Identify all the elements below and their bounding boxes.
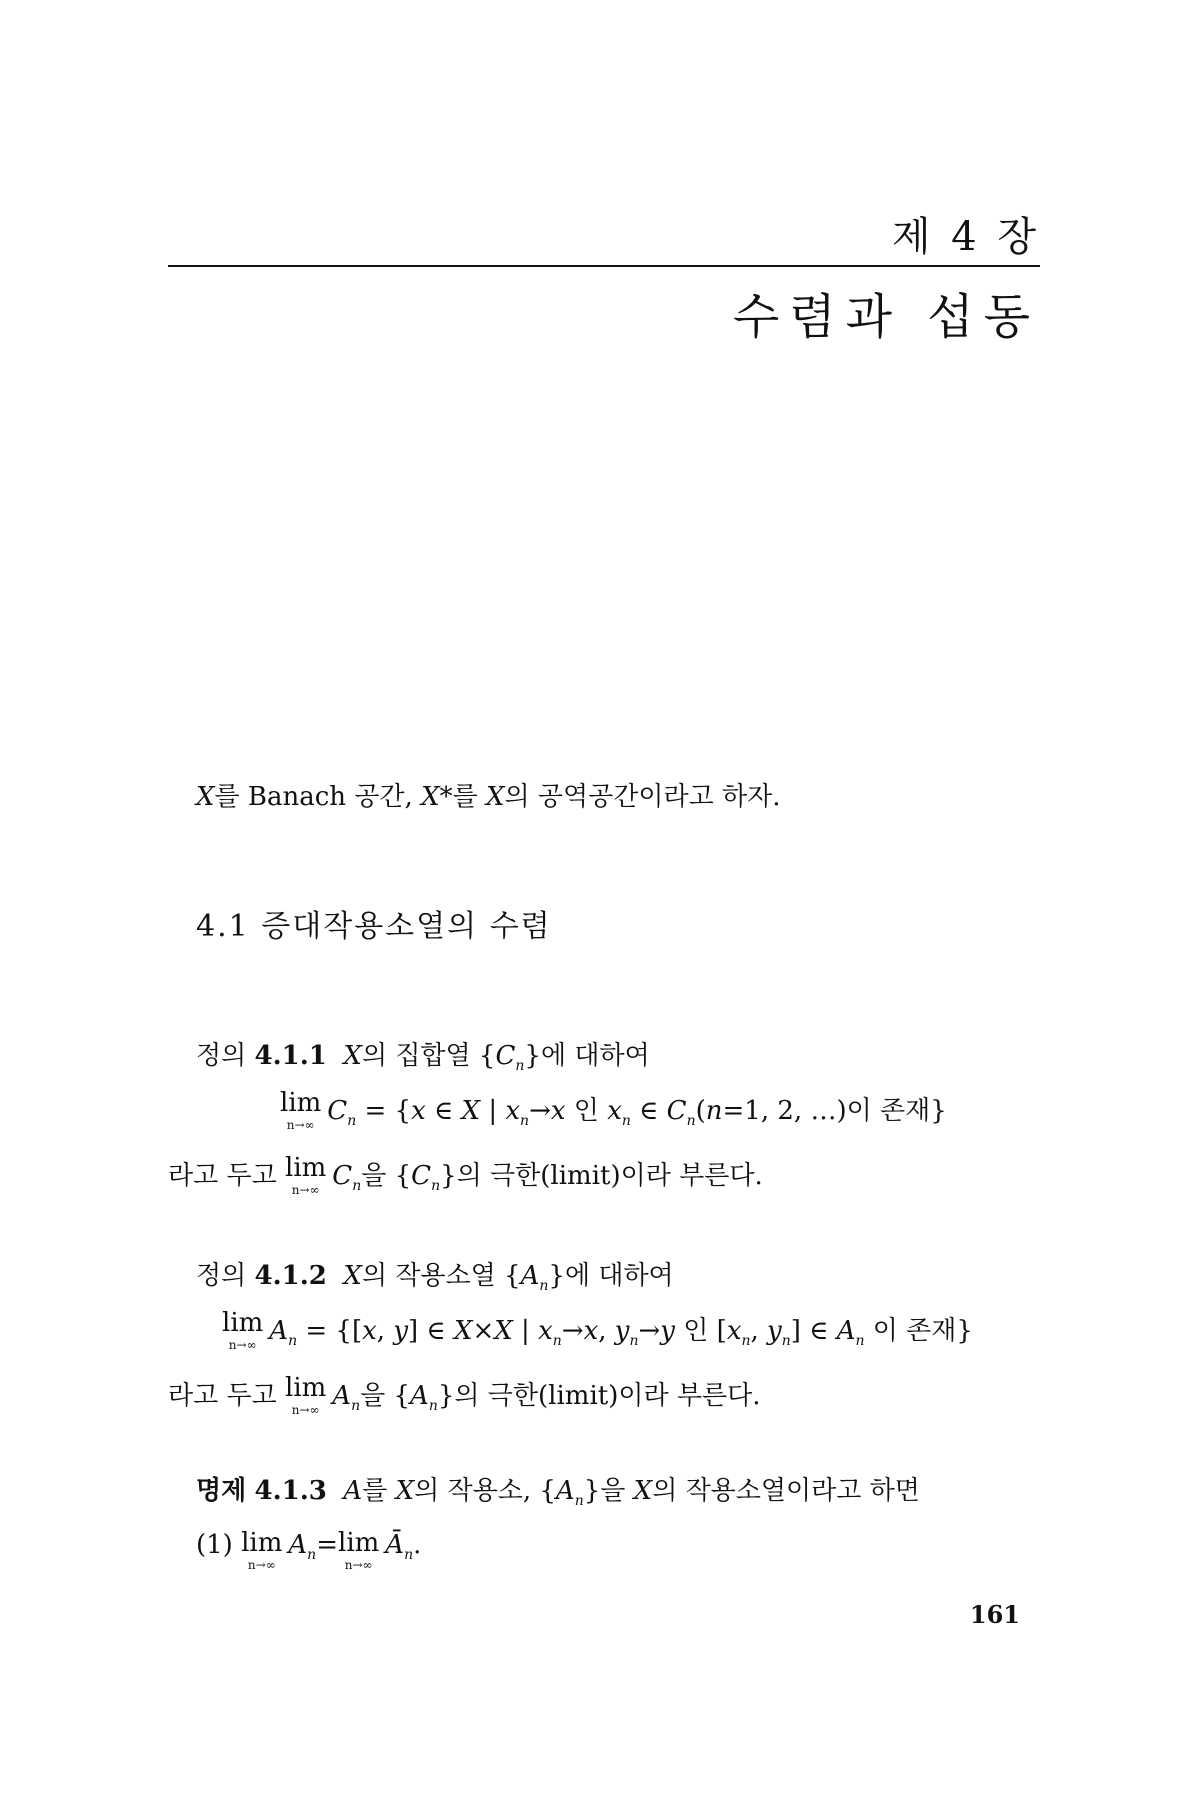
definition-4-1-1-conclusion: 라고 두고 lim n→∞ $C_n$을 $\{C_n\}$의 극한(limit)이라 부른다.: [168, 1153, 763, 1197]
section-title: 증대작용소열의 수렴: [261, 909, 552, 944]
definition-label: 정의: [196, 1261, 247, 1291]
definition-4-1-2-conclusion: 라고 두고 lim n→∞ $A_n$을 $\{A_n\}$의 극한(limit)이라 부른다.: [168, 1373, 761, 1417]
definition-number: 4.1.2: [254, 1261, 327, 1291]
section-number: 4.1: [196, 909, 250, 944]
section-heading: [196, 901, 552, 945]
definition-4-1-2-formula: lim n→∞ $A_n = \{[x$, y] ∈ X×X | $x_n\to x$, $y_n\to y$ 인 [$x_n$, $y_n$] ∈ $A_n$ 이 존재}: [222, 1308, 973, 1352]
page-number: 161: [969, 1600, 1020, 1629]
chapter-rule: [168, 265, 1040, 267]
proposition-number: 4.1.3: [254, 1476, 327, 1506]
definition-4-1-2-heading: 정의 4.1.2 X의 작용소열 $\{A_n\}$에 대하여: [196, 1261, 674, 1295]
proposition-item-1: (1) lim n→∞ $A_n=\lim$ n→∞ $Ā_n$.: [196, 1528, 422, 1572]
proposition-label: 명제: [196, 1476, 247, 1506]
definition-4-1-1-heading: 정의 4.1.1 X의 집합열 $\{C_n\}$에 대하여: [196, 1041, 650, 1075]
proposition-4-1-3-heading: 명제 4.1.3 A를 X의 작용소, $\{A_n\}$을 X의 작용소열이라고 하면: [196, 1476, 920, 1510]
chapter-label: 제 4 장: [891, 214, 1040, 260]
definition-number: 4.1.1: [254, 1041, 327, 1071]
intro-text: X를 Banach 공간, X*를 X의 공역공간이라고 하자.: [196, 782, 781, 812]
chapter-title: 수렴과 섭동: [732, 289, 1040, 345]
definition-label: 정의: [196, 1041, 247, 1071]
definition-4-1-1-formula: lim n→∞ $C_n = \{x$ ∈ X | $x_n\to x$ 인 $x_n$ ∈ $C_n(n=1$, 2, …)이 존재}: [280, 1088, 947, 1132]
